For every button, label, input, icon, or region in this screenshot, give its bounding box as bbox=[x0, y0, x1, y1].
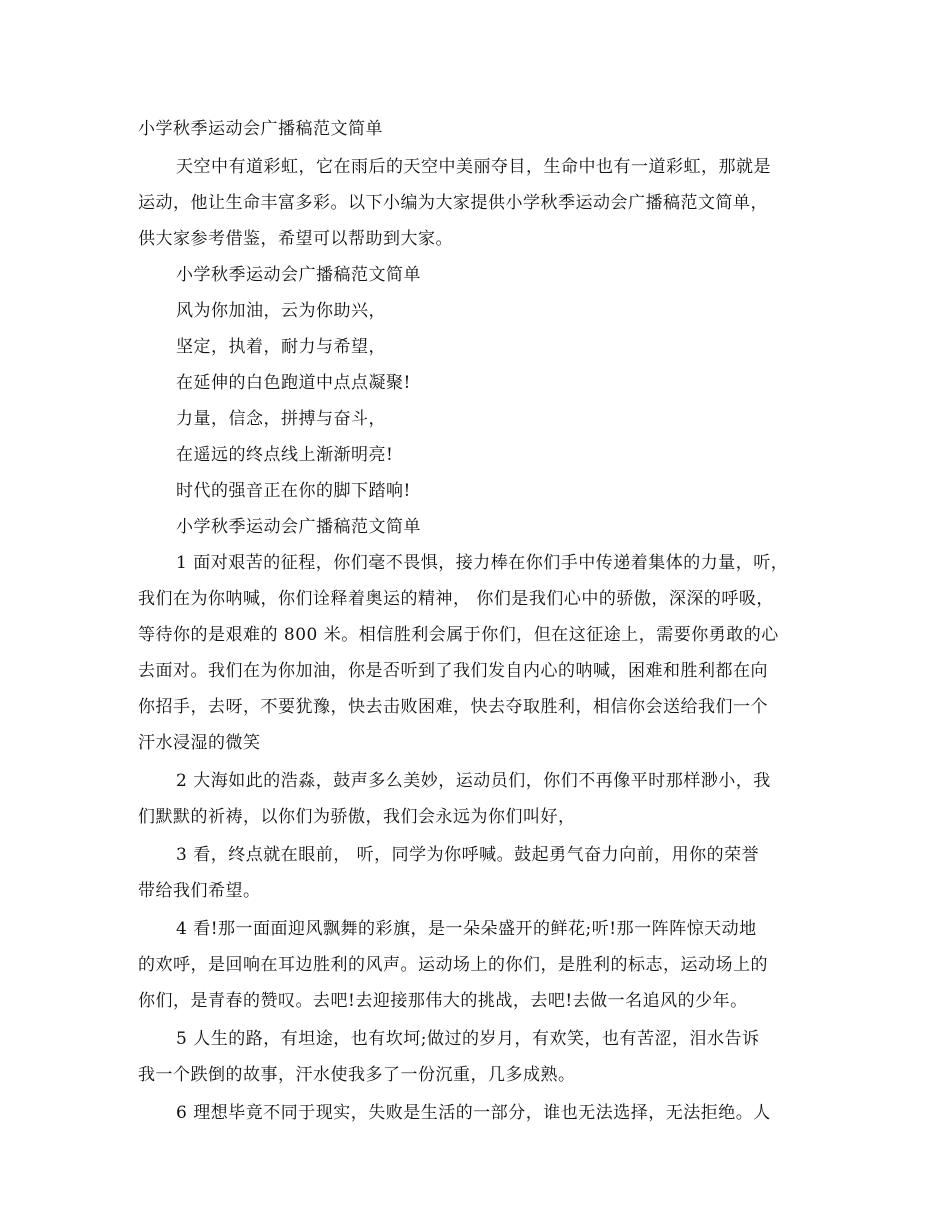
text-line: 你们，是青春的赞叹。去吧!去迎接那伟大的挑战，去吧!去做一名追风的少年。 bbox=[138, 991, 748, 1011]
text-line: 我们在为你呐喊，你们诠释着奥运的精神， 你们是我们心中的骄傲，深深的呼吸， bbox=[138, 589, 774, 609]
poem-line: 在延伸的白色跑道中点点凝聚! bbox=[176, 373, 411, 393]
text-line: 们默默的祈祷，以你们为骄傲，我们会永远为你们叫好， bbox=[138, 807, 576, 827]
text-line: 汗水浸湿的微笑 bbox=[138, 733, 261, 753]
text-line: 去面对。我们在为你加油，你是否听到了我们发自内心的呐喊，困难和胜利都在向 bbox=[138, 661, 768, 681]
text-line: 2 大海如此的浩淼，鼓声多么美妙，运动员们，你们不再像平时那样渺小，我 bbox=[176, 771, 771, 791]
text-line: 我一个跌倒的故事，汗水使我多了一份沉重，几多成熟。 bbox=[138, 1065, 576, 1085]
text-line: 等待你的是艰难的 800 米。相信胜利会属于你们，但在这征途上，需要你勇敢的心 bbox=[138, 625, 779, 645]
text-line: 4 看!那一面面迎风飘舞的彩旗，是一朵朵盛开的鲜花;听!那一阵阵惊天动地 bbox=[176, 919, 757, 939]
section-heading: 小学秋季运动会广播稿范文简单 bbox=[176, 265, 421, 285]
poem-line: 风为你加油，云为你助兴， bbox=[176, 301, 386, 321]
text-line: 6 理想毕竟不同于现实，失败是生活的一部分，谁也无法选择，无法拒绝。人 bbox=[176, 1103, 771, 1123]
text-line: 天空中有道彩虹，它在雨后的天空中美丽夺目，生命中也有一道彩虹，那就是 bbox=[176, 157, 771, 177]
text-line: 3 看，终点就在眼前， 听，同学为你呼喊。鼓起勇气奋力向前，用你的荣誉 bbox=[176, 845, 760, 865]
poem-line: 时代的强音正在你的脚下踏响! bbox=[176, 481, 411, 501]
poem-line: 力量，信念，拼搏与奋斗， bbox=[176, 409, 386, 429]
poem-line: 在遥远的终点线上渐渐明亮! bbox=[176, 445, 394, 465]
text-line: 你招手，去呀，不要犹豫，快去击败困难，快去夺取胜利，相信你会送给我们一个 bbox=[138, 697, 768, 717]
text-line: 运动，他让生命丰富多彩。以下小编为大家提供小学秋季运动会广播稿范文简单， bbox=[138, 193, 768, 213]
document-title: 小学秋季运动会广播稿范文简单 bbox=[138, 119, 383, 139]
text-line: 带给我们希望。 bbox=[138, 881, 261, 901]
text-line: 5 人生的路，有坦途，也有坎坷;做过的岁月，有欢笑，也有苦涩，泪水告诉 bbox=[176, 1029, 760, 1049]
text-line: 1 面对艰苦的征程，你们毫不畏惧，接力棒在你们手中传递着集体的力量，听， bbox=[176, 553, 789, 573]
section-heading: 小学秋季运动会广播稿范文简单 bbox=[176, 517, 421, 537]
text-line: 的欢呼，是回响在耳边胜利的风声。运动场上的你们，是胜利的标志，运动场上的 bbox=[138, 955, 768, 975]
text-line: 供大家参考借鉴，希望可以帮助到大家。 bbox=[138, 229, 453, 249]
poem-line: 坚定，执着，耐力与希望， bbox=[176, 337, 386, 357]
